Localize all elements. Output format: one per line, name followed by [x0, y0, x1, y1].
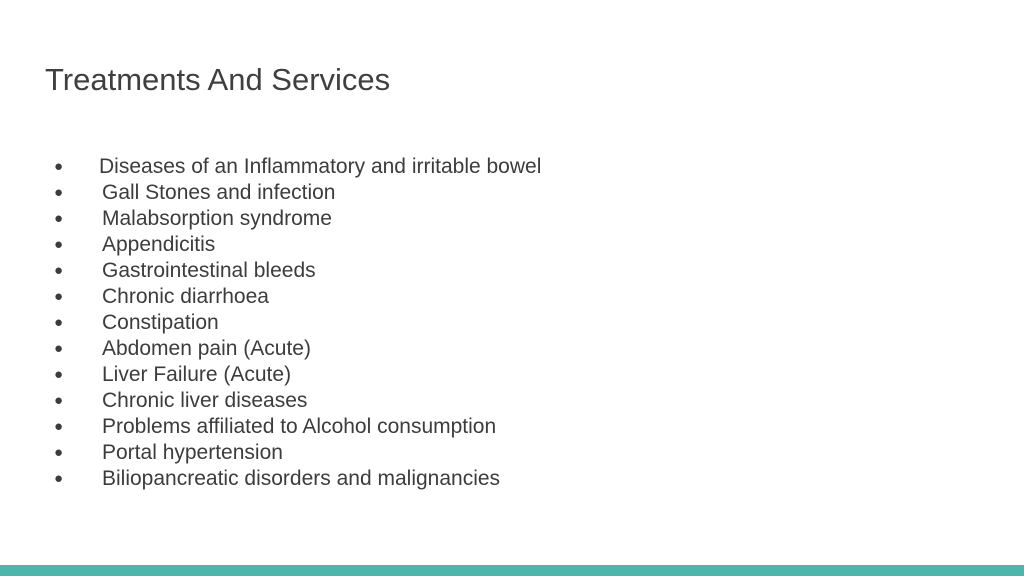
list-item-text: Malabsorption syndrome: [102, 207, 332, 230]
slide-title: Treatments And Services: [45, 62, 391, 97]
bullet-icon: ●: [54, 288, 64, 305]
bullet-icon: ●: [54, 158, 64, 175]
bullet-icon: ●: [54, 262, 64, 279]
bullet-icon: ●: [54, 340, 64, 357]
list-item-text: Diseases of an Inflammatory and irritable bowel: [99, 155, 542, 178]
accent-bar: [0, 565, 1024, 576]
list-item-text: Chronic diarrhoea: [102, 285, 269, 308]
list-item-text: Gastrointestinal bleeds: [102, 259, 316, 282]
bullet-icon: ●: [54, 236, 64, 253]
list-item-text: Abdomen pain (Acute): [102, 337, 311, 360]
list-item-text: Liver Failure (Acute): [102, 363, 292, 386]
bullet-icon: ●: [54, 314, 64, 331]
list-item-text: Problems affiliated to Alcohol consumption: [102, 415, 497, 438]
bullet-icon: ●: [54, 210, 64, 227]
list-item-text: Constipation: [102, 311, 219, 334]
bullet-icon: ●: [54, 366, 64, 383]
list-item-text: Gall Stones and infection: [102, 181, 336, 204]
list-item-text: Portal hypertension: [102, 441, 283, 464]
bullet-icon: ●: [54, 418, 64, 435]
list-item-text: Appendicitis: [102, 233, 216, 256]
bullet-icon: ●: [54, 444, 64, 461]
bullet-icon: ●: [54, 392, 64, 409]
bullet-icon: ●: [54, 184, 64, 201]
bullet-icon: ●: [54, 470, 64, 487]
list-item-text: Biliopancreatic disorders and malignancies: [102, 467, 501, 490]
list-item-text: Chronic liver diseases: [102, 389, 308, 412]
